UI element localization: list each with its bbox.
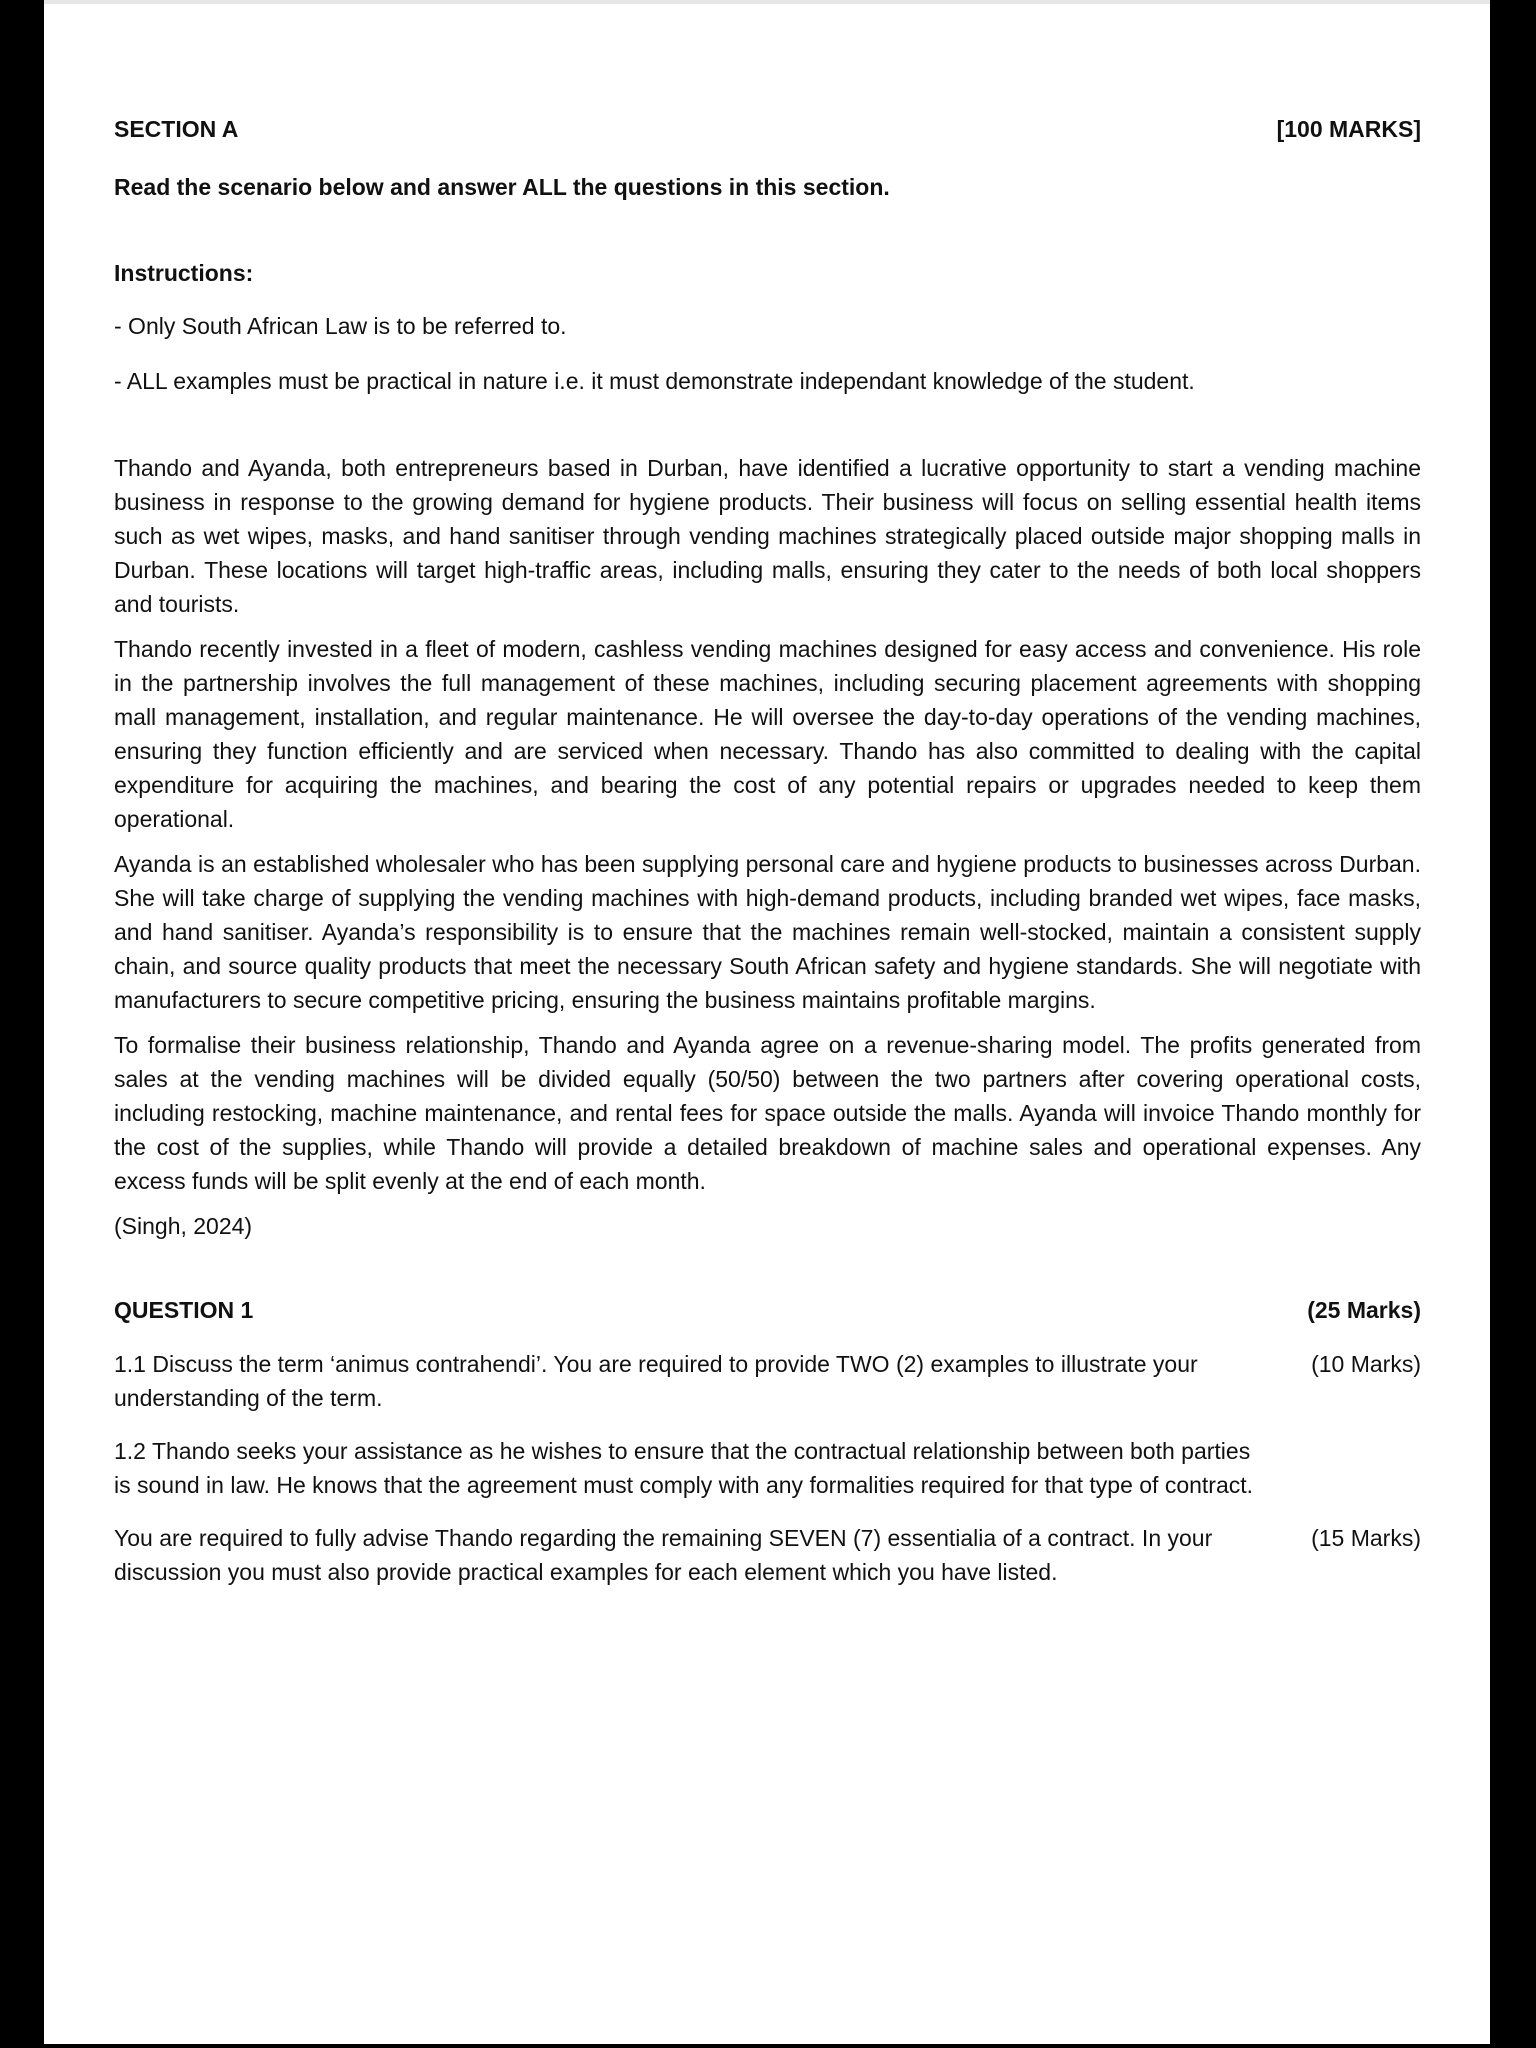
instruction-item: - Only South African Law is to be referred to.	[114, 313, 567, 339]
question-1-2-marks: (15 Marks)	[1311, 1525, 1421, 1551]
question-1-title: QUESTION 1	[114, 1297, 254, 1323]
document-page	[44, 0, 1490, 2044]
scenario-paragraph: To formalise their business relationship, Thando and Ayanda agree on a revenue-sharing model. The profits generated from sales at the vending machines will be divided equally (50/50) between the two partners after covering operational costs, including restocking, machine maintenance, and rental fees for space outside the malls. Ayanda will invoice Thando monthly for the cost of the supplies, while Thando will provide a detailed breakdown of machine sales and operational expenses. Any excess funds will be split evenly at the end of each month.	[114, 1032, 1421, 1194]
question-1-header	[114, 1293, 1421, 1327]
question-1-1-marks: (10 Marks)	[1311, 1351, 1421, 1377]
question-1-marks: (25 Marks)	[1307, 1297, 1421, 1323]
question-1-1-text: 1.1 Discuss the term ‘animus contrahendi’. You are required to provide TWO (2) examples to illustrate your understanding of the term.	[114, 1351, 1198, 1411]
intro-text: Read the scenario below and answer ALL the questions in this section.	[114, 174, 890, 200]
question-1-2	[114, 1434, 1421, 1502]
question-1-2-text: 1.2 Thando seeks your assistance as he wishes to ensure that the contractual relationship between both parties is sound in law. He knows that the agreement must comply with any formalities required for that type of contract.	[114, 1438, 1254, 1498]
scenario-paragraph: Ayanda is an established wholesaler who has been supplying personal care and hygiene products to businesses across Durban. She will take charge of supplying the vending machines with high-demand products, including branded wet wipes, face masks, and hand sanitiser. Ayanda’s responsibility is to ensure that the machines remain well-stocked, maintain a consistent supply chain, and source quality products that meet the necessary South African safety and hygiene standards. She will negotiate with manufacturers to secure competitive pricing, ensuring the business maintains profitable margins.	[114, 851, 1421, 1013]
instructions-heading: Instructions:	[114, 260, 254, 286]
instruction-item: - ALL examples must be practical in nature i.e. it must demonstrate independant knowledge of the student.	[114, 368, 1195, 394]
scenario-paragraph: Thando recently invested in a fleet of modern, cashless vending machines designed for easy access and convenience. His role in the partnership involves the full management of these machines, including securing placement agreements with shopping mall management, installation, and regular maintenance. He will oversee the day-to-day operations of the vending machines, ensuring they function efficiently and are serviced when necessary. Thando has also committed to dealing with the capital expenditure for acquiring the machines, and bearing the cost of any potential repairs or upgrades needed to keep them operational.	[114, 636, 1421, 832]
section-header	[114, 112, 1421, 146]
document-content	[114, 112, 1421, 1589]
question-1-2-instruction	[114, 1521, 1421, 1589]
question-1-2-instruction-text: You are required to fully advise Thando regarding the remaining SEVEN (7) essentialia of a contract. In your discussion you must also provide practical examples for each element which you have listed.	[114, 1525, 1213, 1585]
scenario-citation: (Singh, 2024)	[114, 1213, 253, 1239]
section-title: SECTION A	[114, 116, 239, 142]
section-marks: [100 MARKS]	[1276, 116, 1421, 142]
scenario-paragraph: Thando and Ayanda, both entrepreneurs based in Durban, have identified a lucrative opportunity to start a vending machine business in response to the growing demand for hygiene products. Their business will focus on selling essential health items such as wet wipes, masks, and hand sanitiser through vending machines strategically placed outside major shopping malls in Durban. These locations will target high-traffic areas, including malls, ensuring they cater to the needs of both local shoppers and tourists.	[114, 455, 1421, 617]
question-1-1	[114, 1347, 1421, 1415]
